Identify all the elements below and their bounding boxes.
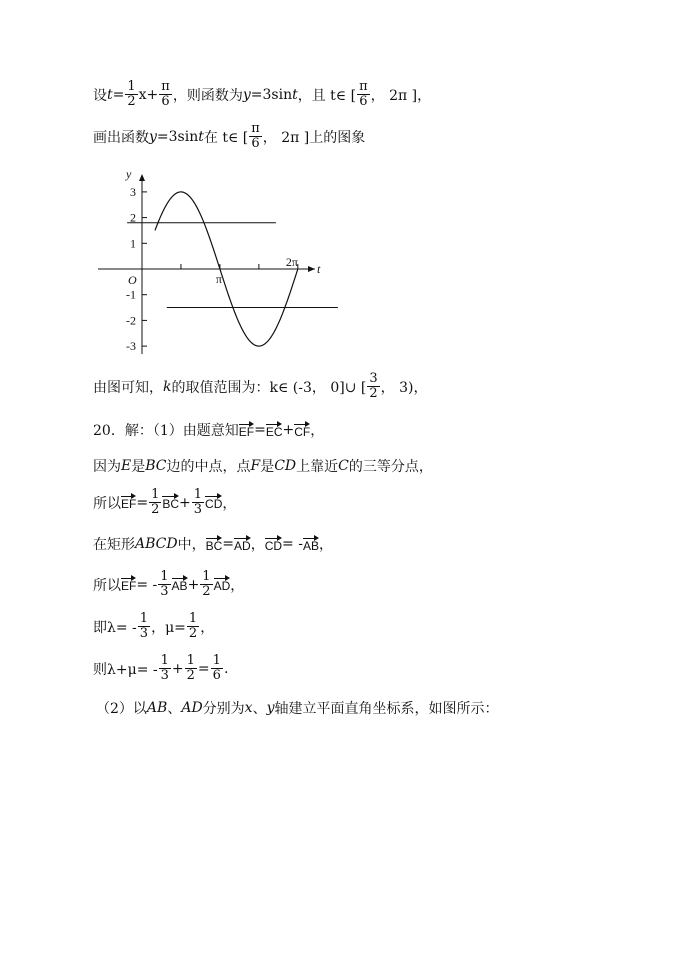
text: . [223, 660, 229, 677]
vector-ad: AD [234, 536, 251, 553]
text: =3sin [156, 128, 199, 145]
text: 分别为 [202, 701, 245, 717]
den: 3 [160, 584, 169, 599]
text: ， [222, 495, 237, 512]
text: ， [200, 619, 215, 636]
num: π [359, 79, 368, 94]
var: C [338, 458, 349, 474]
text: = [112, 86, 125, 103]
text: = - [136, 576, 158, 593]
vector-cf: CF [294, 422, 310, 439]
text: 的三等分点， [348, 459, 433, 475]
vector-ef: EF [121, 494, 136, 511]
text: 由图可知， [93, 379, 163, 396]
line-1 [93, 80, 431, 109]
x-tick-label-pi: π [215, 272, 222, 286]
num: 1 [202, 569, 211, 584]
line-5 [93, 456, 433, 476]
line-10 [93, 654, 228, 683]
text: = [197, 660, 210, 677]
line-8 [93, 570, 244, 599]
den: 3 [193, 502, 203, 517]
text: ，则函数为 [172, 87, 243, 104]
num: 1 [212, 653, 221, 668]
text: 是 [260, 459, 275, 475]
line-2 [93, 122, 365, 151]
line-3 [93, 372, 427, 401]
num: 1 [188, 611, 198, 626]
den: 2 [188, 626, 198, 641]
text: 的取值范围为：k∈ (-3， 0]∪ [ [171, 379, 367, 396]
num: 1 [186, 653, 195, 668]
var: E [121, 458, 132, 474]
text: 20．解：（1）由题意知 [93, 423, 239, 439]
fraction [159, 654, 171, 683]
den: 2 [151, 502, 160, 517]
text: ， [230, 577, 245, 594]
fraction [187, 612, 199, 641]
den: 6 [161, 94, 170, 109]
text: 在 t∈ [ [203, 129, 249, 146]
text: =3sin [250, 86, 293, 103]
text: 则λ+μ= - [93, 661, 158, 678]
text: 、 [167, 701, 182, 717]
y-tick-label: -2 [126, 313, 136, 328]
var-y: y [242, 86, 251, 103]
text: = [254, 422, 266, 438]
var-y: y [149, 128, 157, 145]
x-axis-arrow [308, 266, 315, 272]
var-k: k [163, 378, 172, 395]
vector-bc: BC [162, 494, 179, 511]
text: ， [250, 537, 265, 553]
text: x+ [138, 86, 159, 103]
fraction [185, 654, 197, 683]
text: 边的中点，点 [166, 459, 251, 475]
x-tick-label-2pi: 2π [285, 255, 298, 269]
var-t: t [107, 86, 113, 103]
line-11 [96, 698, 499, 718]
var: BC [145, 458, 167, 474]
text: + [187, 576, 200, 593]
den: 2 [186, 668, 195, 683]
text: = [222, 536, 235, 552]
num: π [251, 121, 260, 136]
num: 1 [193, 487, 203, 502]
var-t: t [198, 128, 204, 145]
fraction [159, 80, 172, 109]
num: π [161, 79, 170, 94]
text: + [282, 422, 295, 438]
fraction [249, 122, 262, 151]
y-tick-label: -1 [126, 287, 136, 302]
fraction [211, 654, 223, 683]
num: 1 [151, 487, 160, 502]
text: + [171, 660, 184, 677]
vector-ef: EF [239, 422, 254, 439]
y-axis-arrow [139, 174, 145, 181]
text: + [179, 494, 191, 511]
text: ， [310, 423, 325, 439]
var: ABCD [135, 536, 178, 552]
text: ，且 t∈ [ [297, 87, 357, 104]
fraction [149, 488, 161, 517]
line-6 [93, 488, 236, 517]
vector-bc: BC [206, 536, 223, 553]
y-tick-label: 1 [130, 236, 136, 251]
text: 在矩形 [93, 537, 135, 553]
vector-cd: CD [205, 494, 222, 511]
text: ，μ= [151, 619, 186, 636]
text: ， 3)， [380, 379, 428, 396]
text: = - [282, 536, 303, 552]
vector-ef: EF [121, 576, 136, 593]
text: 即λ= - [93, 619, 137, 636]
text: 画出函数 [93, 129, 149, 146]
den: 2 [202, 584, 211, 599]
text: = [136, 494, 149, 511]
text: （2）以 [96, 701, 147, 717]
num: 1 [160, 569, 169, 584]
line-9 [93, 612, 214, 641]
text: 上靠近 [296, 459, 339, 475]
den: 3 [139, 626, 149, 641]
vector-ab: AB [303, 536, 319, 553]
fraction [367, 372, 379, 401]
num: 1 [127, 79, 136, 94]
x-axis-label: t [317, 262, 321, 276]
text: ， 2π ]， [370, 87, 432, 104]
vector-ab: AB [172, 576, 188, 593]
var: AD [181, 700, 203, 716]
line-4 [93, 420, 324, 440]
den: 3 [160, 668, 169, 683]
text: 轴建立平面直角坐标系，如图所示： [274, 701, 499, 717]
text: ， [318, 537, 333, 553]
den: 6 [212, 668, 221, 683]
text: 因为 [93, 459, 121, 475]
var: CD [274, 458, 297, 474]
den: 6 [359, 94, 368, 109]
origin-label: O [128, 273, 137, 287]
var: y [266, 700, 275, 716]
vector-ec: EC [266, 422, 283, 439]
text: 、 [252, 701, 267, 717]
fraction [357, 80, 370, 109]
num: 1 [160, 653, 169, 668]
horizontal-lines [127, 223, 338, 308]
text: 所以 [93, 495, 121, 512]
text: 中， [177, 537, 206, 553]
vector-ad: AD [214, 576, 231, 593]
y-tick-label: -3 [126, 339, 136, 354]
num: 1 [139, 611, 149, 626]
text: ， 2π ]上的图象 [262, 129, 366, 146]
den: 6 [251, 136, 260, 151]
den: 2 [127, 94, 136, 109]
var: x [244, 700, 253, 716]
line-7 [93, 534, 333, 554]
fraction [200, 570, 212, 599]
text: 是 [131, 459, 146, 475]
fraction [158, 570, 170, 599]
fraction [192, 488, 204, 517]
vector-cd: CD [265, 536, 282, 553]
text: 设 [93, 87, 107, 104]
var: AB [146, 700, 168, 716]
var: F [250, 458, 261, 474]
y-axis-label: y [126, 167, 132, 181]
den: 2 [369, 386, 378, 401]
num: 3 [369, 371, 378, 386]
y-tick-label: 3 [130, 184, 136, 199]
fraction [125, 80, 137, 109]
var-t: t [292, 86, 298, 103]
text: 所以 [93, 577, 121, 594]
y-tick-label: 2 [130, 210, 136, 225]
fraction [138, 612, 150, 641]
sine-graph [93, 162, 353, 362]
